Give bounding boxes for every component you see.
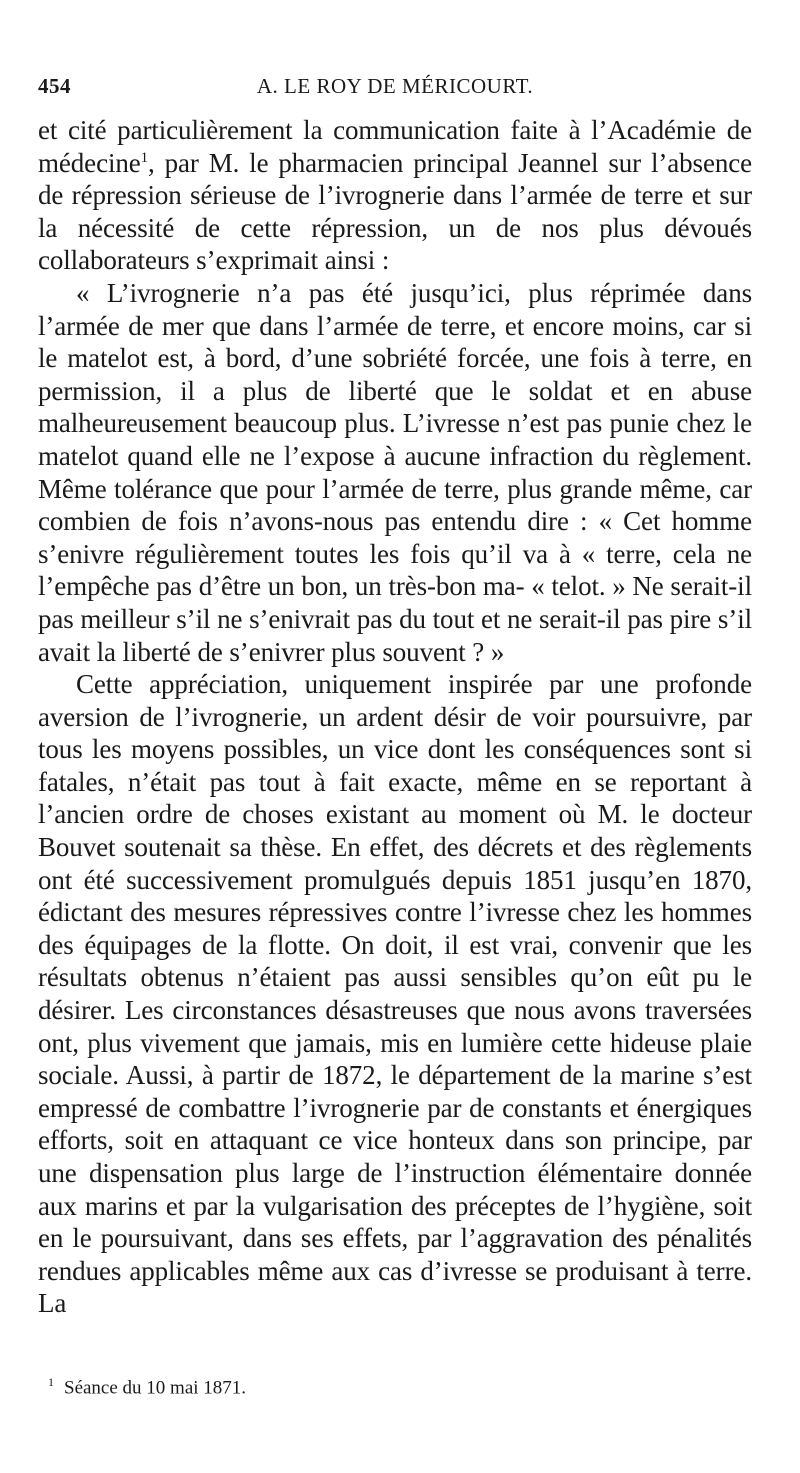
paragraph-commentary: Cette appréciation, uniquement inspirée par une profonde aversion de l’ivrognerie, un ardent désir de voir poursuivre, par tous les moyens possibles, un vice dont les conséquences sont si fatales, n’était pas tout à fait exacte, même en se reportant à l’ancien ordre de choses existant au moment où M. le docteur Bouvet soutenait sa thèse. En effet, des décrets et des règlements ont été successivement promulgués depuis 1851 jusqu’en 1870, édictant des mesures répressives contre l’ivresse chez les hommes des équipages de la flotte. On doit, il est vrai, convenir que les résultats obtenus n’étaient pas aussi sensibles qu’on eût pu le désirer. Les circonstances désastreuses que nous avons traversées ont, plus vivement que jamais, mis en lumière cette hideuse plaie sociale. Aussi, à partir de 1872, le département de la marine s’est empressé de combattre l’ivrognerie par de constants et énergiques efforts, soit en attaquant ce vice honteux dans son principe, par une dispensation plus large de l’instruction élémentaire donnée aux marins et par la vulgarisation des préceptes de l’hygiène, soit en le poursuivant, dans ses effets, par l’aggravation des pénalités rendues applicables même aux cas d’ivresse se produisant à terre. La: [38, 669, 752, 1319]
page-number: 454: [38, 74, 71, 98]
body-text: [38, 114, 752, 1320]
footnote-reference: 1: [140, 149, 149, 166]
paragraph-continuation: [38, 114, 752, 277]
footnote: [48, 1375, 246, 1399]
running-title: A. LE ROY DE MÉRICOURT.: [256, 74, 534, 98]
footnote-text: Séance du 10 mai 1871.: [64, 1377, 247, 1399]
paragraph-quotation: « L’ivrognerie n’a pas été jusqu’ici, plus réprimée dans l’armée de mer que dans l’armée de terre, et encore moins, car si le matelot est, à bord, d’une sobriété forcée, une fois à terre, en permission, il a plus de liberté que le soldat et en abuse malheureusement beaucoup plus. L’ivresse n’est pas punie chez le matelot quand elle ne l’expose à aucune infraction du règlement. Même tolérance que pour l’armée de terre, plus grande même, car combien de fois n’avons-nous pas entendu dire : « Cet homme s’enivre régulièrement toutes les fois qu’il va à « terre, cela ne l’empêche pas d’être un bon, un très-bon ma- « telot. » Ne serait-il pas meilleur s’il ne s’enivrait pas du tout et ne serait-il pas pire s’il avait la liberté de s’enivrer plus souvent ? »: [38, 277, 752, 667]
page: [38, 74, 752, 1320]
footnote-number: 1: [48, 1375, 54, 1389]
paragraph-text: et cité particulièrement la communication faite à l’Académie de médecine: [38, 115, 752, 178]
paragraph-text: , par M. le pharmacien principal Jeannel sur l’absence de répression sérieuse de l’ivrognerie dans l’armée de terre et sur la nécessité de cette répression, un de nos plus dévoués collaborateurs s’exprimait ainsi :: [38, 147, 752, 276]
running-header: [38, 74, 752, 104]
